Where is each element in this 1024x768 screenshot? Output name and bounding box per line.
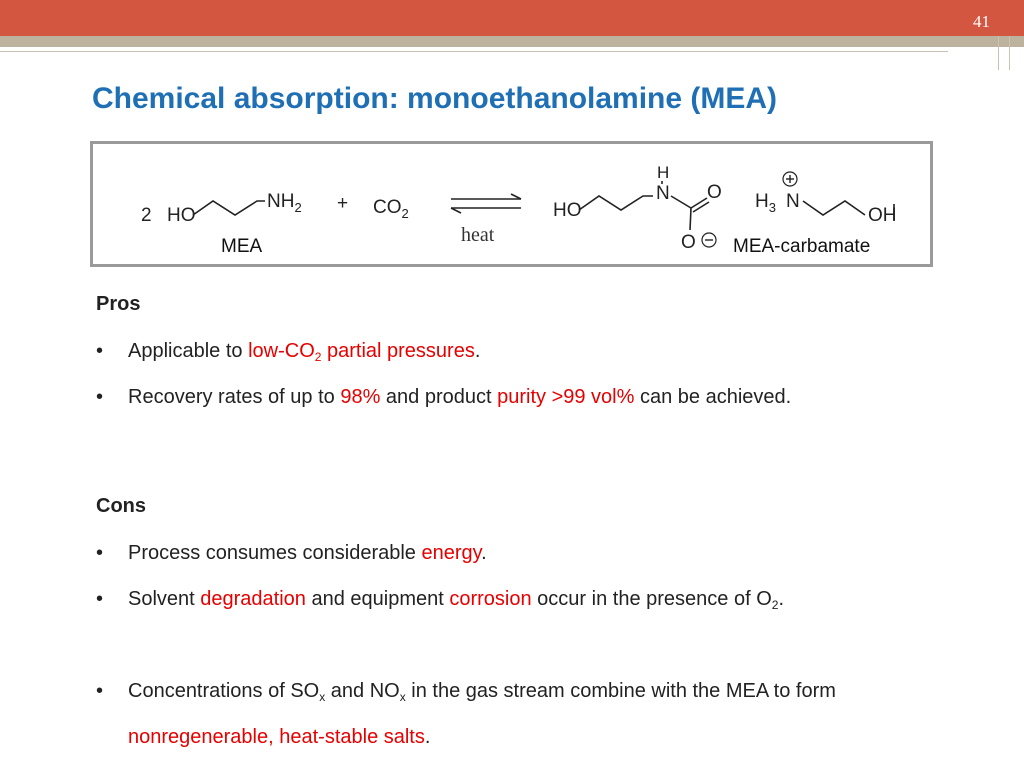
- pros-heading: Pros: [96, 293, 141, 315]
- bullet-text: Recovery rates of up to 98% and product purity >99 vol% can be achieved.: [128, 386, 792, 408]
- bullet-marker: •: [96, 588, 104, 610]
- cons-bullet-2: [96, 576, 886, 622]
- decorative-band: [0, 36, 1024, 47]
- carbamate-carbonyl-oxygen: O: [707, 182, 722, 203]
- bullet-text: Concentrations of $SO_x$ and $NO_x$ in the gas stream combine with the MEA to form nonregenerable, heat-stable salts.: [128, 680, 836, 748]
- bullet-text: Solvent degradation and equipment corrosion occur in the presence of $O_2$.: [128, 588, 785, 612]
- bullet-marker: •: [96, 542, 104, 564]
- carbamate-co-double-bond-a: [691, 198, 707, 208]
- ammonium-carbon-chain: [803, 201, 865, 215]
- mea-coefficient: 2: [141, 205, 152, 226]
- co2-label: $CO_2$: [373, 197, 409, 221]
- highlight-purity: purity >99 vol%: [497, 386, 635, 408]
- cons-heading: Cons: [96, 495, 146, 517]
- top-accent-bar: [0, 0, 1024, 36]
- decorative-edge-lines: [998, 36, 1010, 70]
- highlight-degradation: degradation: [200, 588, 306, 610]
- highlight-salts: nonregenerable, heat-stable salts: [128, 726, 425, 748]
- carbamate-hydroxyl-label: HO: [553, 200, 582, 221]
- mea-hydroxyl-label: HO: [167, 205, 196, 226]
- carbamate-carbon-chain: [579, 196, 653, 210]
- bullet-marker: •: [96, 680, 104, 702]
- slide-number: 41: [973, 12, 990, 31]
- slide-title: Chemical absorption: monoethanolamine (MEA): [92, 82, 778, 115]
- bullet-text: Process consumes considerable energy.: [128, 542, 487, 564]
- decorative-rule: [0, 51, 948, 52]
- cons-bullet-3: [96, 668, 886, 760]
- heat-condition-label: heat: [461, 224, 495, 246]
- carbamate-co-single-bond: [690, 208, 691, 230]
- pros-bullet-2: [96, 374, 886, 420]
- carbamate-anion-oxygen: O: [681, 232, 696, 253]
- mea-caption: MEA: [221, 236, 263, 257]
- carbamate-co-double-bond-b: [693, 202, 709, 212]
- highlight-energy: energy: [421, 542, 482, 564]
- ammonium-hydroxyl-label: OH: [868, 205, 897, 226]
- carbamate-nc-bond: [671, 196, 691, 208]
- ammonium-nitrogen: N: [786, 191, 800, 212]
- mea-carbamate-caption: MEA-carbamate: [733, 236, 871, 257]
- ammonium-h3-label: $H_3$: [755, 191, 776, 215]
- reaction-scheme: [90, 141, 933, 267]
- plus-sign: +: [337, 193, 349, 214]
- bullet-marker: •: [96, 340, 104, 362]
- mea-amine-label: $NH_2$: [267, 191, 302, 215]
- pros-bullet-1: [96, 328, 886, 374]
- carbamate-nh-hydrogen: H: [657, 163, 670, 182]
- bullet-marker: •: [96, 386, 104, 408]
- carbamate-nitrogen: N: [656, 183, 670, 204]
- mea-carbon-chain: [193, 201, 265, 215]
- highlight-low-co2: low-$CO_2$ partial pressures: [248, 340, 475, 364]
- bullet-text: Applicable to low-$CO_2$ partial pressures.: [128, 340, 481, 364]
- cons-bullet-1: [96, 530, 886, 576]
- highlight-corrosion: corrosion: [449, 588, 532, 610]
- highlight-98-percent: 98%: [340, 386, 381, 408]
